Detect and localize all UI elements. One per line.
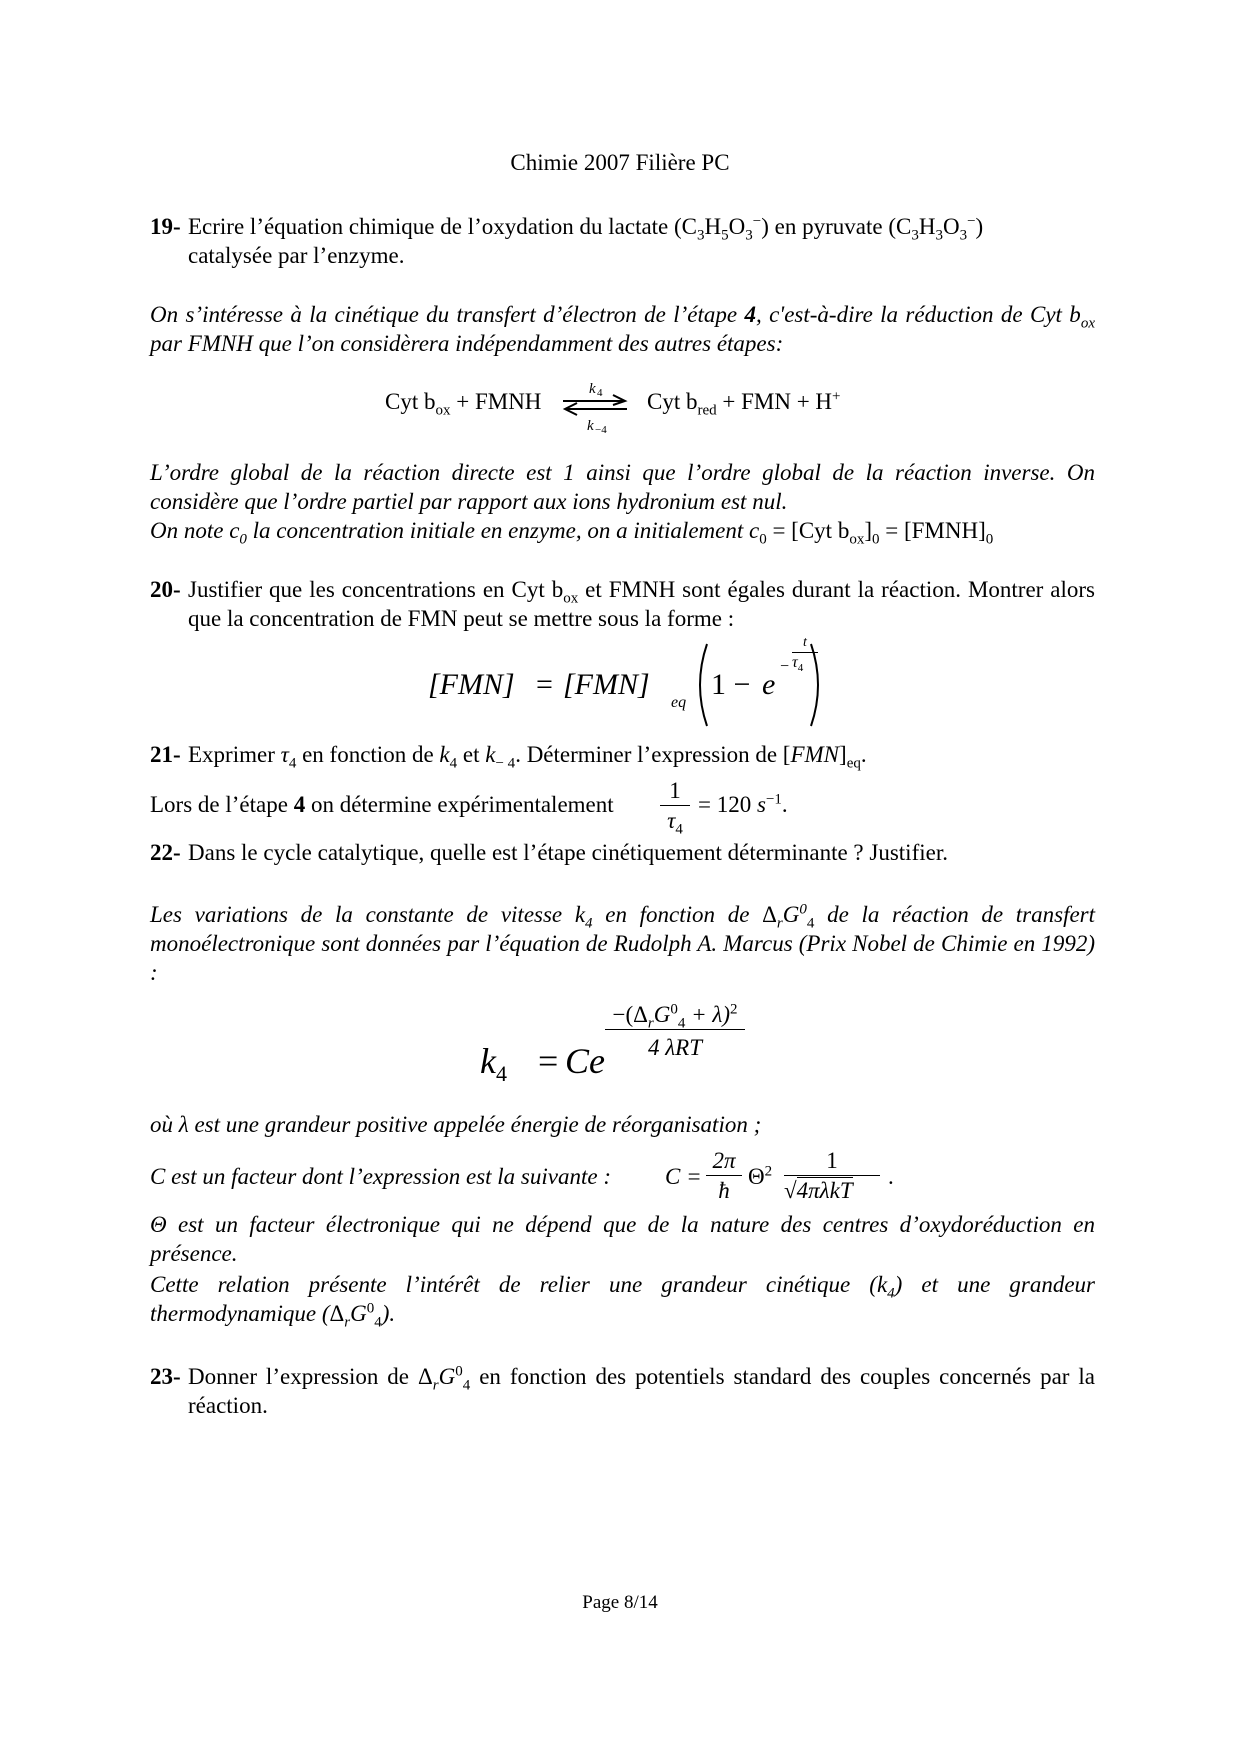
question-number: 19-	[150, 214, 181, 239]
sqrt-icon: √	[784, 1178, 797, 1203]
theta-definition: Θ est un facteur électronique qui ne dépend que de la nature des centres d’oxydoréduction en présence.	[150, 1212, 1095, 1266]
question-text: Dans le cycle catalytique, quelle est l’étape cinétiquement déterminante ? Justifier.	[188, 840, 948, 865]
relation-paragraph: Cette relation présente l’intérêt de relier une grandeur cinétique $(k_4)$ et une grandeur thermodynamique $(\Delta_rG^0_4)$.	[150, 1272, 1095, 1331]
equilibrium-arrows-icon	[555, 375, 635, 435]
question-number: 22-	[150, 840, 181, 865]
question-number: 23-	[150, 1364, 181, 1389]
question-text: Exprimer $\tau_4$ en fonction de $k_4$ et $k_{- 4}$. Déterminer l’expression de $[FMN]_{eq}$.	[188, 742, 867, 772]
question-20	[150, 575, 1095, 633]
question-text: Justifier que les concentrations en Cyt $b_{ox}$ et FMNH sont égales durant la réaction. Montrer alors que la concentration de FMN peut se mettre sous la forme :	[188, 577, 1095, 631]
question-number: 21-	[150, 742, 181, 767]
k-forward-sub: 4	[597, 387, 603, 399]
page-number: Page 8/14	[582, 1592, 658, 1613]
question-21	[150, 740, 1095, 772]
k-reverse-label: k	[587, 418, 594, 434]
question-text: Ecrire l’équation chimique de l’oxydation du lactate $(C_3H_5O_3^-)$ en pyruvate $(C_3H_3O_3^-)$ catalysée par l’enzyme.	[188, 213, 984, 268]
c-fraction-left: $\frac{2\pi}{ħ}$	[706, 1146, 742, 1205]
lambda-definition: où λ est une grandeur positive appelée énergie de réorganisation ;	[150, 1112, 762, 1137]
question-19	[150, 212, 1095, 270]
question-22	[150, 838, 1095, 867]
question-text: Donner l’expression de $\Delta_rG^0_4$ en fonction des potentiels standard des couples concernés par la réaction.	[188, 1363, 1095, 1418]
reaction-lhs: Cyt $b_{ox}$ + FMNH	[385, 389, 542, 419]
question-23	[150, 1362, 1095, 1420]
intro-paragraph: On s’intéresse à la cinétique du transfert d’électron de l’étape 4, c'est-à-dire la réduction de Cyt $b_{ox}$ par FMNH que l’on considèrera indépendamment des autres étapes:	[150, 302, 1095, 356]
reaction-rhs: Cyt $b_{red}$ + FMN + H+	[647, 388, 841, 419]
rate-fraction: $\frac{1}{\tau_4}$	[660, 776, 690, 835]
c-definition: C est un facteur dont l’expression est la suivante : C = $\frac{2\pi}{ħ}$ $\Theta^2$ 1 √4πλkT .	[150, 1148, 894, 1203]
fmn-equation: [FMN] = [FMN] eq 1 − e − t $\tau_4$	[428, 640, 828, 730]
question-number: 20-	[150, 577, 181, 602]
order-paragraph: L’ordre global de la réaction directe est 1 ainsi que l’ordre global de la réaction inverse. On considère que l’ordre partiel par rapport aux ions hydronium est nul. On note $c_0$ la concentration initiale en enzyme, on a initialement $c_0 = [Cyt$ $b_{ox}]_0$ = $[FMNH]_0$	[150, 460, 1095, 548]
k-reverse-sub: −4	[595, 424, 607, 435]
marcus-equation: $k_4$ = Ce $-(\Delta_rG^0_4 + \lambda)^2$ 4 λRT	[480, 995, 780, 1095]
page-title: Chimie 2007 Filière PC	[510, 150, 730, 175]
marcus-paragraph: Les variations de la constante de vitesse $k_4$ en fonction de $\Delta_rG^0_4$ de la réaction de transfert monoélectronique sont données par l’équation de Rudolph A. Marcus (Prix Nobel de Chimie en 1992) :	[150, 901, 1096, 985]
k-forward-label: k	[589, 381, 596, 397]
